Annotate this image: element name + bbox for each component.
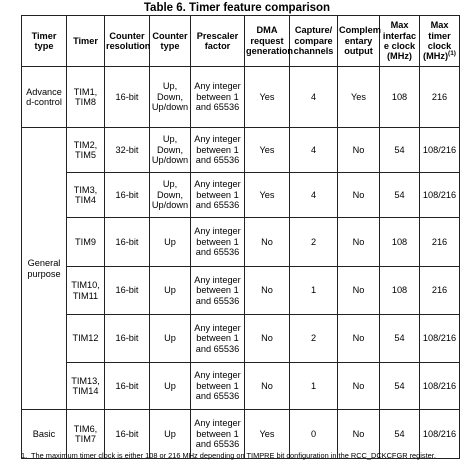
header-max-interface-clock: Max interfac e clock (MHz)	[380, 16, 420, 67]
table-row	[22, 363, 460, 410]
table-caption: Table 6. Timer feature comparison	[143, 2, 331, 14]
cell-timer: TIM9	[67, 218, 105, 267]
cell-max-interface-clock: 108	[380, 267, 420, 315]
cell-timer: TIM12	[67, 315, 105, 363]
cell-complementary-output: No	[338, 363, 380, 410]
cell-counter-type: Up, Down, Up/down	[150, 128, 191, 173]
cell-counter-resolution: 16-bit	[105, 67, 150, 128]
cell-counter-resolution: 32-bit	[105, 128, 150, 173]
cell-capture-compare-channels: 1	[290, 267, 338, 315]
cell-counter-type: Up	[150, 267, 191, 315]
cell-timer: TIM6, TIM7	[67, 410, 105, 459]
cell-dma-request: Yes	[245, 173, 290, 218]
cell-max-interface-clock: 108	[380, 67, 420, 128]
cell-capture-compare-channels: 2	[290, 315, 338, 363]
cell-counter-resolution: 16-bit	[105, 267, 150, 315]
cell-counter-type: Up, Down, Up/down	[150, 173, 191, 218]
cell-max-timer-clock: 108/216	[420, 363, 460, 410]
cell-timer: TIM10, TIM11	[67, 267, 105, 315]
cell-max-interface-clock: 54	[380, 363, 420, 410]
cell-dma-request: Yes	[245, 410, 290, 459]
cell-counter-type: Up	[150, 363, 191, 410]
cell-max-timer-clock: 216	[420, 218, 460, 267]
cell-counter-type: Up	[150, 410, 191, 459]
cell-prescaler-factor: Any integer between 1 and 65536	[191, 173, 245, 218]
header-dma-request: DMA request generation	[245, 16, 290, 67]
cell-prescaler-factor: Any integer between 1 and 65536	[191, 128, 245, 173]
cell-counter-resolution: 16-bit	[105, 173, 150, 218]
table-row	[22, 173, 460, 218]
cell-max-timer-clock: 108/216	[420, 173, 460, 218]
cell-capture-compare-channels: 0	[290, 410, 338, 459]
cell-counter-type: Up, Down, Up/down	[150, 67, 191, 128]
cell-prescaler-factor: Any integer between 1 and 65536	[191, 410, 245, 459]
header-prescaler-factor: Prescaler factor	[191, 16, 245, 67]
cell-complementary-output: No	[338, 218, 380, 267]
header-complementary-output: Complem entary output	[338, 16, 380, 67]
header-row	[22, 16, 460, 67]
cell-max-timer-clock: 108/216	[420, 410, 460, 459]
cell-prescaler-factor: Any integer between 1 and 65536	[191, 218, 245, 267]
cell-max-timer-clock: 216	[420, 267, 460, 315]
cell-max-interface-clock: 54	[380, 128, 420, 173]
cell-dma-request: Yes	[245, 128, 290, 173]
cell-timer: TIM13, TIM14	[67, 363, 105, 410]
cell-counter-resolution: 16-bit	[105, 218, 150, 267]
table-row	[22, 267, 460, 315]
cell-max-interface-clock: 54	[380, 173, 420, 218]
cell-counter-resolution: 16-bit	[105, 410, 150, 459]
cell-timer: TIM3, TIM4	[67, 173, 105, 218]
cell-prescaler-factor: Any integer between 1 and 65536	[191, 267, 245, 315]
header-timer-type: Timer type	[22, 16, 67, 67]
cell-prescaler-factor: Any integer between 1 and 65536	[191, 363, 245, 410]
cell-max-interface-clock: 54	[380, 410, 420, 459]
cell-timer-type: Advance d-control	[22, 67, 67, 128]
cell-counter-type: Up	[150, 218, 191, 267]
cell-counter-resolution: 16-bit	[105, 315, 150, 363]
table-row	[22, 67, 460, 128]
cell-dma-request: No	[245, 315, 290, 363]
footnote-number: 1.	[21, 451, 28, 460]
cell-dma-request: Yes	[245, 67, 290, 128]
cell-capture-compare-channels: 4	[290, 67, 338, 128]
cell-timer-type: General purpose	[22, 128, 67, 410]
cell-max-timer-clock: 216	[420, 67, 460, 128]
cell-complementary-output: No	[338, 410, 380, 459]
cell-complementary-output: No	[338, 173, 380, 218]
header-counter-type: Counter type	[150, 16, 191, 67]
footnote-text: The maximum timer clock is either 108 or 216 MHz depending on TIMPRE bit configuration in the RCC_DCKCFGR register.	[31, 451, 436, 460]
header-timer: Timer	[67, 16, 105, 67]
timer-comparison-table	[21, 15, 460, 459]
cell-timer: TIM1, TIM8	[67, 67, 105, 128]
cell-timer: TIM2, TIM5	[67, 128, 105, 173]
cell-prescaler-factor: Any integer between 1 and 65536	[191, 315, 245, 363]
cell-max-interface-clock: 108	[380, 218, 420, 267]
cell-max-interface-clock: 54	[380, 315, 420, 363]
cell-complementary-output: No	[338, 128, 380, 173]
cell-prescaler-factor: Any integer between 1 and 65536	[191, 67, 245, 128]
cell-capture-compare-channels: 4	[290, 173, 338, 218]
header-max-timer-clock: Max timer clock (MHz)$^{(1)}$	[420, 16, 460, 67]
table-row	[22, 218, 460, 267]
cell-counter-type: Up	[150, 315, 191, 363]
cell-counter-resolution: 16-bit	[105, 363, 150, 410]
table-row	[22, 315, 460, 363]
cell-complementary-output: No	[338, 315, 380, 363]
cell-dma-request: No	[245, 363, 290, 410]
table-row	[22, 128, 460, 173]
cell-max-timer-clock: 108/216	[420, 128, 460, 173]
cell-dma-request: No	[245, 218, 290, 267]
cell-timer-type: Basic	[22, 410, 67, 459]
header-counter-resolution: Counter resolution	[105, 16, 150, 67]
header-capture-compare: Capture/ compare channels	[290, 16, 338, 67]
footnote-ref: (1)	[448, 50, 456, 58]
table-body	[22, 67, 460, 459]
cell-complementary-output: Yes	[338, 67, 380, 128]
cell-complementary-output: No	[338, 267, 380, 315]
cell-capture-compare-channels: 2	[290, 218, 338, 267]
cell-dma-request: No	[245, 267, 290, 315]
cell-capture-compare-channels: 1	[290, 363, 338, 410]
cell-max-timer-clock: 108/216	[420, 315, 460, 363]
cell-capture-compare-channels: 4	[290, 128, 338, 173]
